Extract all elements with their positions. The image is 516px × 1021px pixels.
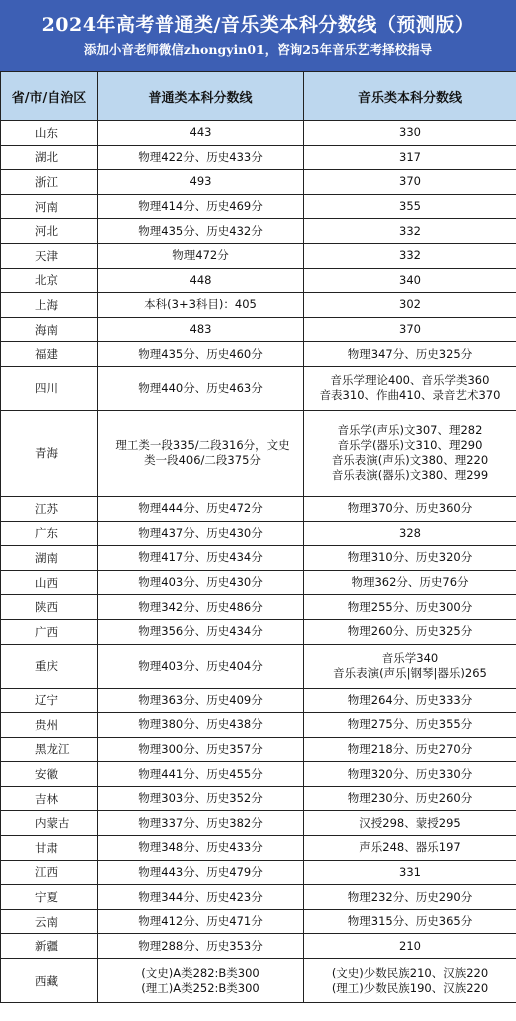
music-score-cell-line: 物理362分、历史76分 [351,575,469,590]
music-score-cell [304,836,516,861]
page-title: 2024年高考普通类/音乐类本科分数线（预测版） [41,13,475,36]
music-score-cell [304,688,516,713]
music-score-cell-line: 音乐学(器乐)文310、理290 [337,438,483,453]
music-score-cell [304,170,516,195]
province-cell: 贵州 [1,713,98,738]
province-cell: 山西 [1,570,98,595]
table-row [1,811,516,836]
general-score-cell [98,521,304,546]
music-score-cell [304,496,516,521]
province-cell: 陕西 [1,595,98,620]
music-score-cell [304,546,516,571]
province-cell: 吉林 [1,786,98,811]
table-row [1,219,516,244]
music-score-cell-line: 音乐学理论400、音乐学类360 [330,373,490,388]
music-score-cell [304,595,516,620]
column-header-music: 音乐类本科分数线 [304,72,516,121]
music-score-cell-line: 物理218分、历史270分 [347,741,473,756]
music-score-cell [304,293,516,318]
province-cell: 安徽 [1,762,98,787]
general-score-cell [98,570,304,595]
general-score-cell-line: 物理403分、历史430分 [138,575,263,590]
table-row [1,934,516,959]
table-row [1,885,516,910]
general-score-cell [98,595,304,620]
table-row [1,786,516,811]
music-score-cell-line: 331 [399,864,421,879]
table-row [1,496,516,521]
music-score-cell [304,410,516,496]
music-score-cell-line: 210 [399,938,421,953]
music-score-cell [304,194,516,219]
general-score-cell-line: 物理472分 [172,248,229,263]
music-score-cell [304,121,516,146]
general-score-cell [98,268,304,293]
music-score-cell [304,219,516,244]
general-score-cell-line: 物理288分、历史353分 [138,938,263,953]
general-score-cell [98,885,304,910]
general-score-cell [98,688,304,713]
music-score-cell [304,811,516,836]
province-cell: 内蒙古 [1,811,98,836]
music-score-cell-line: 332 [399,248,421,263]
general-score-cell [98,737,304,762]
province-cell: 广东 [1,521,98,546]
general-score-cell [98,170,304,195]
table-row [1,959,516,1003]
music-score-cell-line: 声乐248、器乐197 [359,840,461,855]
table-row [1,243,516,268]
table-header-row [1,72,516,121]
general-score-cell [98,762,304,787]
province-cell: 四川 [1,366,98,410]
music-score-cell [304,762,516,787]
table-row [1,342,516,367]
music-score-cell [304,145,516,170]
page-header [0,0,516,71]
general-score-cell-line: 483 [189,322,212,337]
table-row [1,268,516,293]
province-cell: 福建 [1,342,98,367]
general-score-cell-line: 443 [189,125,212,140]
general-score-cell-line: 物理303分、历史352分 [138,791,263,806]
music-score-cell [304,860,516,885]
music-score-cell [304,885,516,910]
general-score-cell-line: 物理348分、历史433分 [138,840,263,855]
general-score-cell-line: 物理422分、历史433分 [138,149,263,164]
province-cell: 重庆 [1,644,98,688]
table-row [1,644,516,688]
general-score-cell [98,293,304,318]
music-score-cell-line: 音表310、作曲410、录音艺术370 [319,388,501,403]
general-score-cell-line: (文史)A类282:B类300 [141,965,260,980]
province-cell: 广西 [1,619,98,644]
general-score-cell [98,496,304,521]
table-row [1,293,516,318]
music-score-cell-line: 音乐学340 [381,651,439,665]
general-score-cell-line: 物理344分、历史423分 [138,889,263,904]
table-row [1,595,516,620]
general-score-cell-line: 物理380分、历史438分 [138,717,263,732]
general-score-cell [98,194,304,219]
general-score-cell [98,219,304,244]
music-score-cell [304,268,516,293]
page-subtitle: 添加小音老师微信zhongyin01，咨询25年音乐艺考择校指导 [83,41,433,57]
music-score-cell [304,786,516,811]
table-row [1,762,516,787]
province-cell: 山东 [1,121,98,146]
table-row [1,737,516,762]
general-score-cell [98,619,304,644]
general-score-cell-line: 本科(3+3科目)：405 [144,297,257,312]
music-score-cell-line: 340 [399,272,421,287]
general-score-cell [98,860,304,885]
province-cell: 浙江 [1,170,98,195]
music-score-cell-line: 音乐表演(声乐|钢琴|器乐)265 [333,666,487,680]
general-score-cell [98,317,304,342]
general-score-cell-line: 物理342分、历史486分 [138,599,263,614]
province-cell: 云南 [1,909,98,934]
music-score-cell-line: 音乐表演(器乐)文380、理299 [331,468,489,483]
general-score-cell-line: 类一段406/二段375分 [144,453,261,468]
music-score-cell-line: 物理275分、历史355分 [347,717,473,732]
general-score-cell [98,410,304,496]
province-cell: 河南 [1,194,98,219]
general-score-cell-line: 493 [189,174,212,189]
province-cell: 青海 [1,410,98,496]
province-cell: 江苏 [1,496,98,521]
table-row [1,570,516,595]
table-row [1,521,516,546]
general-score-cell-line: 物理435分、历史432分 [138,223,263,238]
music-score-cell-line: 物理260分、历史325分 [347,624,473,639]
music-score-cell-line: 物理255分、历史300分 [347,599,473,614]
table-row [1,836,516,861]
general-score-cell [98,786,304,811]
table-row [1,121,516,146]
music-score-cell-line: 物理370分、历史360分 [347,501,473,516]
general-score-cell-line: 物理444分、历史472分 [138,501,263,516]
table-row [1,170,516,195]
music-score-cell [304,243,516,268]
general-score-cell [98,644,304,688]
province-cell: 江西 [1,860,98,885]
table-row [1,546,516,571]
general-score-cell-line: 物理412分、历史471分 [138,914,263,929]
general-score-cell-line: 物理414分、历史469分 [138,199,263,214]
general-score-cell [98,366,304,410]
music-score-cell-line: 物理310分、历史320分 [347,550,473,565]
province-cell: 天津 [1,243,98,268]
music-score-cell-line: 音乐学(声乐)文307、理282 [337,423,483,438]
music-score-cell-line: 355 [399,199,421,214]
general-score-cell [98,121,304,146]
music-score-cell [304,317,516,342]
general-score-cell [98,836,304,861]
province-cell: 湖北 [1,145,98,170]
general-score-cell-line: (理工)A类252:B类300 [141,980,260,995]
province-cell: 新疆 [1,934,98,959]
province-cell: 辽宁 [1,688,98,713]
general-score-cell-line: 物理417分、历史434分 [138,550,263,565]
table-row [1,317,516,342]
music-score-cell-line: 物理264分、历史333分 [347,692,473,707]
table-row [1,366,516,410]
music-score-cell [304,342,516,367]
music-score-cell-line: 302 [399,297,421,312]
music-score-cell [304,713,516,738]
music-score-cell [304,619,516,644]
general-score-cell [98,243,304,268]
general-score-cell-line: 物理300分、历史357分 [138,741,263,756]
music-score-cell-line: 物理315分、历史365分 [347,914,473,929]
general-score-cell [98,713,304,738]
music-score-cell [304,521,516,546]
general-score-cell [98,811,304,836]
music-score-cell [304,909,516,934]
music-score-cell-line: 物理320分、历史330分 [347,766,473,781]
table-row [1,410,516,496]
score-table [0,71,516,1003]
province-cell: 湖南 [1,546,98,571]
general-score-cell-line: 物理337分、历史382分 [138,815,263,830]
music-score-cell-line: 328 [399,525,421,540]
music-score-cell [304,644,516,688]
music-score-cell [304,366,516,410]
general-score-cell [98,145,304,170]
music-score-cell-line: 汉授298、蒙授295 [359,815,461,830]
table-row [1,909,516,934]
music-score-cell [304,737,516,762]
table-row [1,194,516,219]
general-score-cell [98,342,304,367]
music-score-cell-line: (文史)少数民族210、汉族220 [331,965,489,980]
province-cell: 北京 [1,268,98,293]
province-cell: 黑龙江 [1,737,98,762]
music-score-cell-line: 370 [399,322,421,337]
province-cell: 海南 [1,317,98,342]
music-score-cell-line: 330 [399,125,421,140]
music-score-cell-line: 332 [399,223,421,238]
general-score-cell-line: 物理443分、历史479分 [138,864,263,879]
music-score-cell-line: 370 [399,174,421,189]
table-row [1,619,516,644]
table-row [1,860,516,885]
province-cell: 河北 [1,219,98,244]
music-score-cell-line: 317 [399,149,421,164]
general-score-cell-line: 物理356分、历史434分 [138,624,263,639]
music-score-cell-line: (理工)少数民族190、汉族220 [331,980,489,995]
music-score-cell-line: 物理232分、历史290分 [347,889,473,904]
music-score-cell-line: 物理347分、历史325分 [347,346,473,361]
column-header-general: 普通类本科分数线 [98,72,304,121]
general-score-cell-line: 物理440分、历史463分 [138,380,263,395]
table-body [1,121,516,1003]
table-row [1,688,516,713]
table-row [1,713,516,738]
general-score-cell-line: 448 [189,272,212,287]
table-row [1,145,516,170]
general-score-cell-line: 物理441分、历史455分 [138,766,263,781]
column-header-province: 省/市/自治区 [1,72,98,121]
general-score-cell-line: 物理435分、历史460分 [138,346,263,361]
province-cell: 上海 [1,293,98,318]
province-cell: 甘肃 [1,836,98,861]
music-score-cell-line: 音乐表演(声乐)文380、理220 [331,453,489,468]
general-score-cell [98,546,304,571]
music-score-cell-line: 物理230分、历史260分 [347,791,473,806]
music-score-cell [304,959,516,1003]
general-score-cell-line: 物理437分、历史430分 [138,525,263,540]
province-cell: 宁夏 [1,885,98,910]
general-score-cell [98,934,304,959]
music-score-cell [304,934,516,959]
general-score-cell-line: 物理403分、历史404分 [138,658,263,673]
general-score-cell [98,909,304,934]
music-score-cell [304,570,516,595]
general-score-cell [98,959,304,1003]
general-score-cell-line: 物理363分、历史409分 [138,692,263,707]
province-cell: 西藏 [1,959,98,1003]
general-score-cell-line: 理工类一段335/二段316分，文史 [115,438,290,453]
